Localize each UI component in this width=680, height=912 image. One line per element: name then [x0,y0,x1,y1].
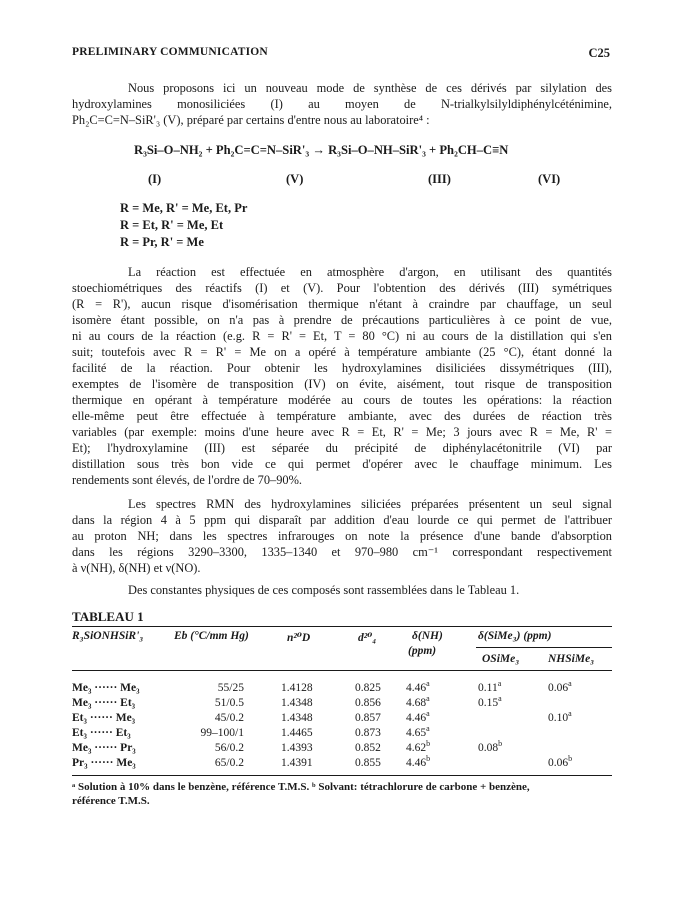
cell-nhsime: 0.10 [548,712,569,724]
text-line: facilité de la réaction. Pour obtenir les hydroxylamines disiliciées dissymétriques (III), [72,361,612,375]
cell-osime: 0.11 [478,682,498,694]
cell-eb: 51/0.5 [214,697,244,709]
header-sub-rule [476,647,612,648]
text-line: thermique en opérant à température modérée au cours de toutes les opérations: la réaction [72,393,612,407]
text-line: isomère étant possible, on n'a pas à prendre de précautions particulières à ce point de vue, [72,313,612,327]
header-eb: Eb (°C/mm Hg) [174,630,249,642]
table-top-rule [72,626,612,627]
cell-compound: Et₃ ······ Et₃ [72,727,131,739]
cell-n: 1.4348 [281,697,313,709]
text-line: Ph₂C=C=N–SiR'₃ (V), préparé par certains d'entre nous au laboratoire⁴ : [72,113,430,127]
paragraph-constants [72,582,612,598]
equation-label: (V) [286,172,304,186]
cell-n: 1.4348 [281,712,313,724]
cell-nhsime: 0.06 [548,682,569,694]
r-definition: R = Et, R' = Me, Et [120,218,224,232]
paragraph-reaction [72,264,612,488]
footnote-mark: a [568,709,572,718]
table-title: TABLEAU 1 [72,609,144,624]
cell-eb: 56/0.2 [214,742,244,754]
header-n: n²⁰D [287,632,311,644]
footnote-mark: a [426,679,430,688]
running-title: PRELIMINARY COMMUNICATION [72,46,268,58]
footnote-mark: b [426,754,431,763]
table-footnote [72,780,612,808]
table-header-rule [72,670,612,671]
cell-eb: 65/0.2 [214,757,244,769]
footnote-line: ᵃ Solution à 10% dans le benzène, référence T.M.S. ᵇ Solvant: tétrachlorure de carbone + benzène, [72,781,530,793]
text-line: rendements sont élevés, de l'ordre de 70–90%. [72,473,303,487]
header-nhsime: NHSiMe₃ [548,653,595,665]
text-line: ni au cours de la réaction (e.g. R = R' = Et, T = 80 °C) ni au cours de la distillation qui s'en [72,329,612,343]
reaction-equation: R₃Si–O–NH₂ + Ph₂C=C=N–SiR'₃ → R₃Si–O–NH–SiR'₃ + Ph₂CH–C≡N [134,143,509,157]
cell-d: 0.856 [355,697,381,709]
cell-compound: Me₃ ······ Et₃ [72,697,136,709]
text-line: hydroxylamines monosiliciées (I) au moyen de N-trialkylsilyldiphénylcéténimine, [72,97,612,111]
text-line: à ν(NH), δ(NH) et ν(NO). [72,561,201,575]
page-header [72,46,610,62]
text-line: elle-même peut être effectuée à température ambiante, avec des durées de réaction très [72,409,612,423]
cell-nhsime: 0.06 [548,757,569,769]
page-number: C25 [588,46,610,60]
r-definition: R = Pr, R' = Me [120,235,204,249]
equation-label: (VI) [538,172,561,186]
footnote-mark: a [426,694,430,703]
cell-compound: Pr₃ ······ Me₃ [72,757,136,769]
text-line: Nous proposons ici un nouveau mode de synthèse de ces dérivés par silylation des [128,81,612,95]
text-line: exemptes de l'isomère de transposition (IV) on évite, aisément, tout risque de transposition [72,377,612,391]
text-line: stoechiométriques des réactifs (I) et (V). Pour l'obtention des dérivés (III) symétriques [72,281,612,295]
text-line: (R = R'), aucun risque d'isomérisation thermique n'étant à craindre par chauffage, un seul [72,297,612,311]
cell-nh: 4.46 [406,712,427,724]
cell-d: 0.873 [355,727,381,739]
cell-d: 0.857 [355,712,381,724]
cell-osime: 0.08 [478,742,499,754]
cell-nh: 4.68 [406,697,427,709]
text-line: dans la région 4 à 5 ppm qui disparaît par addition d'eau lourde ce qui permet de l'attribuer [72,513,612,527]
cell-d: 0.855 [355,757,381,769]
cell-n: 1.4465 [281,727,313,739]
cell-eb: 55/25 [217,682,244,694]
text-line: Des constantes physiques de ces composés sont rassemblées dans le Tableau 1. [128,583,520,597]
table-bottom-rule [72,775,612,776]
cell-d: 0.825 [355,682,381,694]
intro-paragraph [72,80,612,128]
footnote-mark: a [497,679,502,688]
header-compound: R₃SiONHSiR'₃ [72,630,144,642]
cell-nh: 4.65 [406,727,427,739]
header-nh: δ(NH) [412,630,443,642]
footnote-mark: b [498,739,503,748]
cell-n: 1.4391 [281,757,313,769]
footnote-mark: b [426,739,431,748]
text-line: Les spectres RMN des hydroxylamines siliciées préparées présentent un seul signal [128,497,612,511]
cell-compound: Et₃ ······ Me₃ [72,712,136,724]
cell-nh: 4.46 [406,757,427,769]
cell-compound: Me₃ ······ Me₃ [72,682,140,694]
text-line: dans les régions 3290–3300, 1335–1340 et 970–980 cm⁻¹ correspondant respectivement [72,545,612,559]
cell-d: 0.852 [355,742,381,754]
text-line: variables (par exemple: moins d'une heure avec R = Et, R' = Me; 3 jours avec R = Me, R' = [72,425,612,439]
cell-nh: 4.62 [406,742,427,754]
equation-label: (III) [428,172,451,186]
footnote-line: référence T.M.S. [72,795,150,807]
text-line: La réaction est effectuée en atmosphère d'argon, en utilisant des quantités [128,265,612,279]
text-line: au proton NH; dans les spectres infrarouges on note la présence d'une bande d'absorption [72,529,612,543]
footnote-mark: a [426,724,430,733]
header-nh-unit: (ppm) [408,645,437,657]
cell-nh: 4.46 [406,682,427,694]
text-line: Et); l'hydroxylamine (III) est séparée du précipité de diphénylacétonitrile (VI) par [72,441,612,455]
cell-eb: 99–100/1 [200,727,244,739]
text-line: suit; toutefois avec R = R' = Me on a opéré à température ambiante (25 °C), étant donné la [72,345,612,359]
equation-label: (I) [148,172,162,186]
text-line: distillation sous très bon vide ce qui permet d'opérer avec le chauffage minimum. Les [72,457,612,471]
cell-n: 1.4128 [281,682,313,694]
cell-compound: Me₃ ······ Pr₃ [72,742,136,754]
footnote-mark: b [568,754,573,763]
header-osime: OSiMe₃ [482,653,520,665]
paragraph-spectra [72,496,612,576]
cell-osime: 0.15 [478,697,499,709]
header-d: d²⁰₄ [358,632,377,644]
footnote-mark: a [426,709,430,718]
footnote-mark: a [568,679,572,688]
cell-n: 1.4393 [281,742,313,754]
cell-eb: 45/0.2 [214,712,244,724]
header-sime: δ(SiMe₃) (ppm) [478,630,552,642]
footnote-mark: a [498,694,502,703]
r-definition: R = Me, R' = Me, Et, Pr [120,201,248,215]
